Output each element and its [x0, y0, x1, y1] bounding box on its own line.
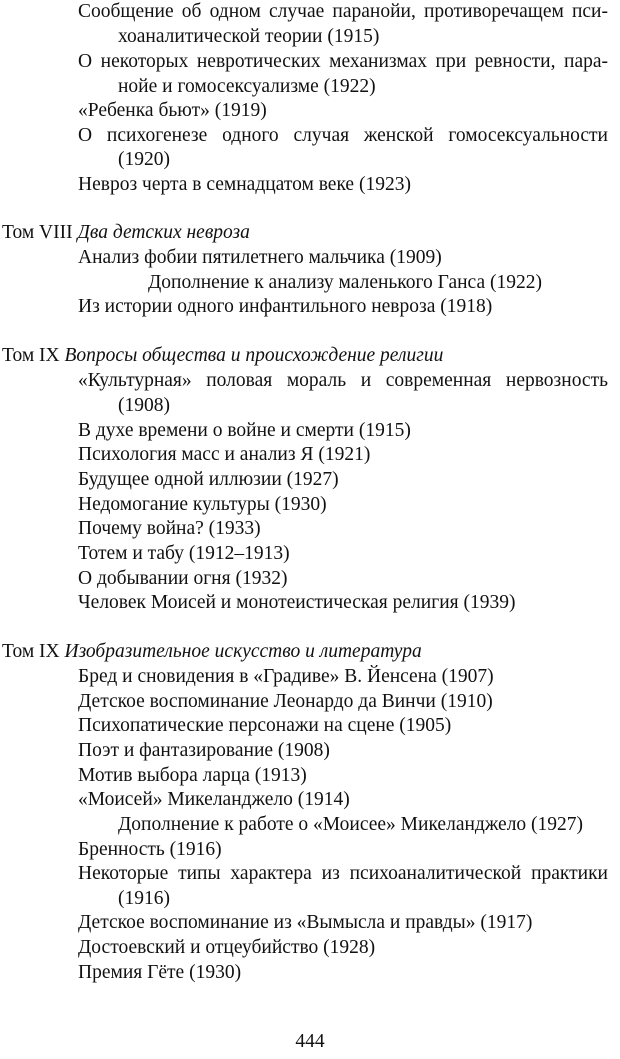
entry-acquisition-of-fire: О добывании огня (1932) [78, 568, 288, 589]
entry-totem-taboo: Тотем и табу (1912–1913) [78, 543, 290, 564]
entry-civilization-discontents: Недомогание культуры (1930) [78, 494, 327, 515]
entry-gradiva: Бред и сновидения в «Градиве» В. Йенсена (1907) [78, 666, 494, 687]
volume-heading-9-society [2, 344, 443, 369]
entry-dostoevsky-parricide: Достоевский и отцеубийство (1928) [78, 937, 376, 958]
volume-label: Том IX [2, 345, 60, 366]
entry-future-illusion: Будущее одной иллюзии (1927) [78, 469, 339, 490]
entry-psychopathic-characters: Психопатические персонажи на сцене (1905) [78, 715, 452, 736]
volume-title: Два детских невроза [77, 222, 250, 243]
volume-label: Том IX [2, 641, 60, 662]
entry-goethe-prize: Премия Гёте (1930) [78, 962, 242, 983]
entry-jealousy-line2: нойе и гомосексуализме (1922) [118, 76, 376, 97]
entry-psychogenesis-line1: О психогенезе одного случая женской гомосексуальности [78, 125, 608, 146]
volume-heading-8 [2, 221, 250, 246]
volume-heading-9-art [2, 640, 422, 665]
entry-why-war: Почему война? (1933) [78, 518, 261, 539]
entry-moses-monotheism: Человек Моисей и монотеистическая религия (1939) [78, 592, 516, 613]
entry-paranoia-line2: хоаналитической теории (1915) [118, 26, 380, 47]
entry-leonardo: Детское воспоминание Леонардо да Винчи (1910) [78, 691, 493, 712]
entry-infantile-neurosis: Из истории одного инфантильного невроза (1918) [78, 296, 493, 317]
entry-paranoia-line1: Сообщение об одном случае паранойи, противоречащем пси- [78, 1, 608, 22]
page-number: 444 [295, 1031, 325, 1052]
entry-dichtung-wahrheit: Детское воспоминание из «Вымысла и правды» (1917) [78, 912, 533, 933]
entry-group-psychology: Психология масс и анализ Я (1921) [78, 444, 371, 465]
entry-moses-michelangelo: «Моисей» Микеланджело (1914) [78, 789, 350, 810]
entry-civilized-morality-line2: (1908) [118, 395, 170, 416]
entry-little-hans: Анализ фобии пятилетнего мальчика (1909) [78, 247, 442, 268]
entry-civilized-morality-line1: «Культурная» половая мораль и современная нервозность [78, 370, 608, 391]
entry-three-caskets: Мотив выбора ларца (1913) [78, 765, 307, 786]
entry-psychogenesis-line2: (1920) [118, 149, 170, 170]
entry-child-beaten: «Ребенка бьют» (1919) [78, 100, 267, 121]
entry-jealousy-line1: О некоторых невротических механизмах при ревности, пара- [78, 51, 608, 72]
entry-character-types-line2: (1916) [118, 888, 170, 909]
entry-war-and-death: В духе времени о войне и смерти (1915) [78, 420, 411, 441]
volume-label: Том VIII [2, 222, 73, 243]
entry-moses-michelangelo-addendum: Дополнение к работе о «Моисее» Микеланджело (1927) [118, 814, 584, 835]
entry-creative-writers: Поэт и фантазирование (1908) [78, 740, 330, 761]
entry-demonological-neurosis: Невроз черта в семнадцатом веке (1923) [78, 174, 411, 195]
volume-title: Вопросы общества и происхождение религии [64, 345, 444, 366]
volume-title: Изобразительное искусство и литература [64, 641, 422, 662]
entry-character-types-line1: Некоторые типы характера из психоаналитической практики [78, 863, 608, 884]
entry-little-hans-addendum: Дополнение к анализу маленького Ганса (1922) [148, 272, 542, 293]
entry-transience: Бренность (1916) [78, 839, 222, 860]
